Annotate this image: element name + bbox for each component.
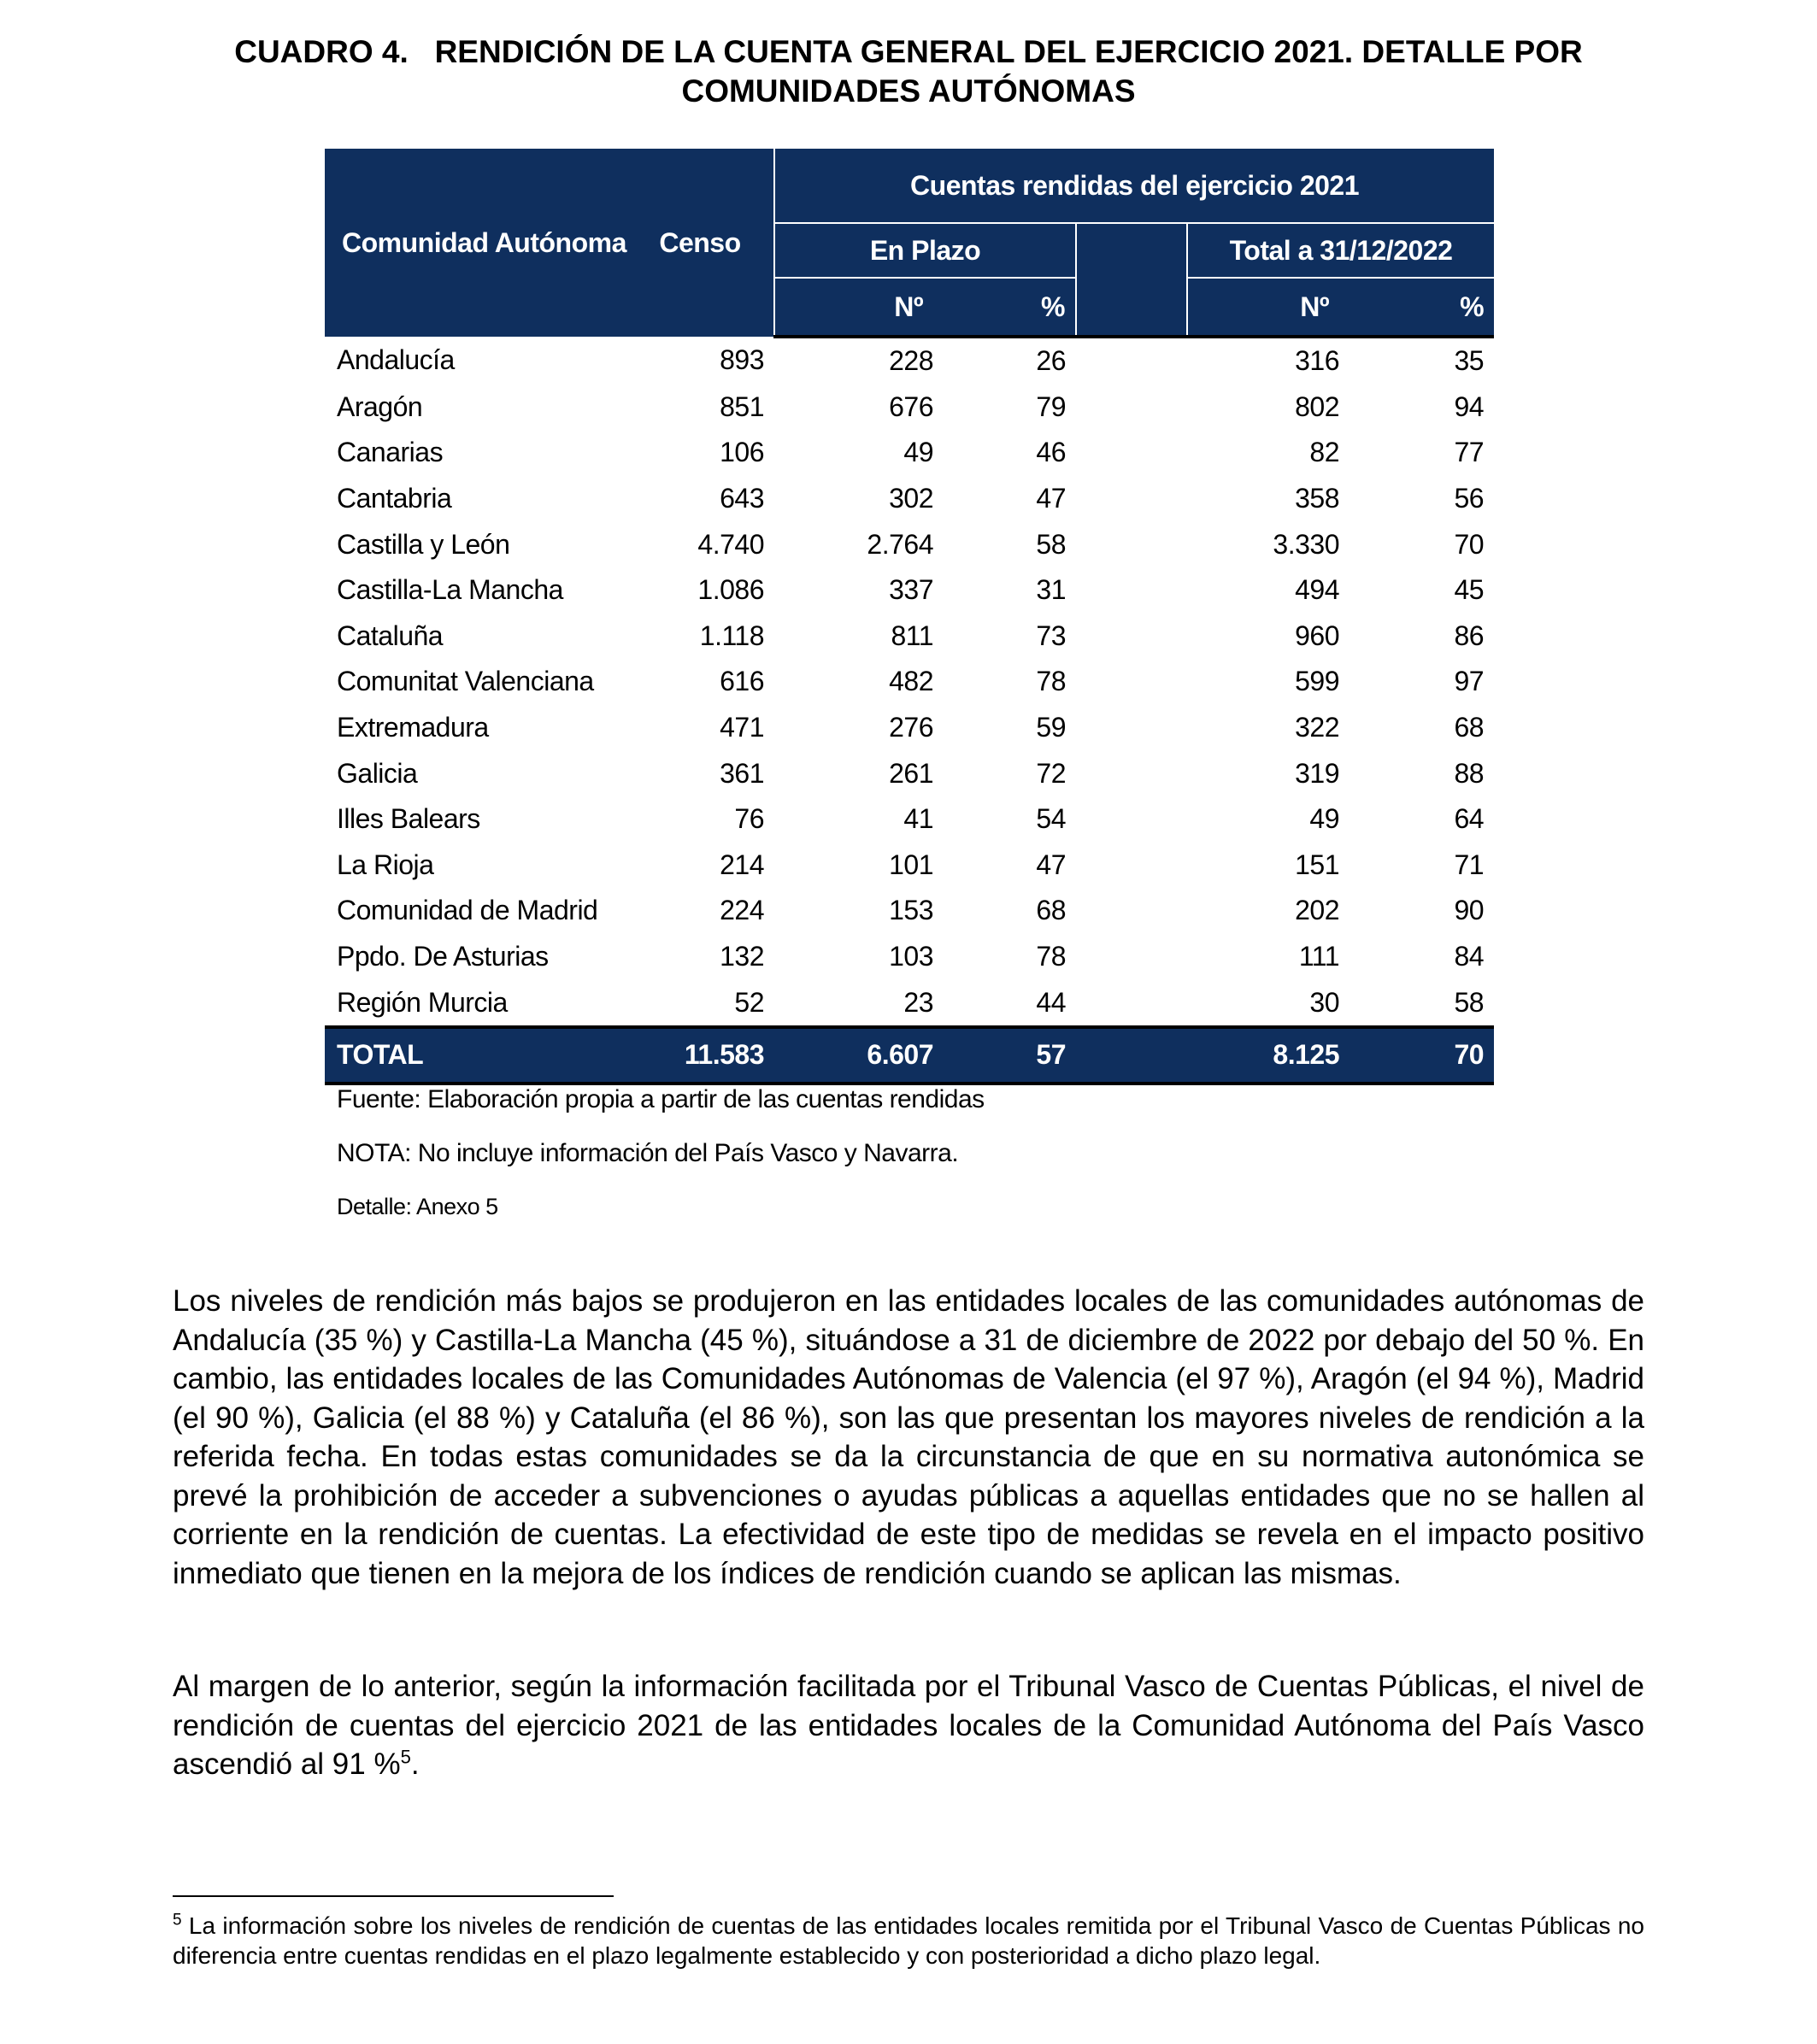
cell-comunidad: Ppdo. De Asturias xyxy=(337,941,549,972)
cell-plazo-pct: 58 xyxy=(1036,528,1066,560)
cell-plazo-pct: 78 xyxy=(1036,941,1066,972)
cell-gap xyxy=(1076,750,1187,796)
table-row xyxy=(325,979,1494,1027)
cell-total-num: 322 xyxy=(1295,712,1339,743)
table-row xyxy=(325,796,1494,843)
header-cuentas-rendidas: Cuentas rendidas del ejercicio 2021 xyxy=(774,149,1494,223)
cell-comunidad: Comunidad de Madrid xyxy=(337,895,598,926)
cell-plazo-num: 228 xyxy=(889,345,933,377)
cell-gap xyxy=(1076,385,1187,431)
cell-gap xyxy=(1076,934,1187,980)
table-row xyxy=(325,385,1494,431)
cell-plazo-num: 41 xyxy=(903,803,933,835)
cell-censo: 893 xyxy=(720,344,764,376)
cell-censo: 106 xyxy=(720,437,764,468)
paragraph-2 xyxy=(173,1667,1644,1784)
cell-gap xyxy=(1076,430,1187,476)
cell-comunidad: Canarias xyxy=(337,437,444,468)
note-nota: NOTA: No incluye información del País Vasco y Navarra. xyxy=(337,1139,959,1167)
cell-total-pct: 90 xyxy=(1454,895,1485,926)
cell-comunidad: Castilla y León xyxy=(337,528,510,560)
cell-censo: 224 xyxy=(720,895,764,926)
table-row xyxy=(325,337,1494,385)
cell-plazo-num: 337 xyxy=(889,574,933,606)
header-total-num: Nº xyxy=(1187,278,1350,337)
cell-censo: 471 xyxy=(720,712,764,743)
cell-total-num: 599 xyxy=(1295,666,1339,697)
table-title xyxy=(171,32,1646,111)
cell-plazo-pct: 78 xyxy=(1036,666,1066,697)
cell-total-num: 494 xyxy=(1295,574,1339,606)
cell-comunidad: Illes Balears xyxy=(337,803,480,835)
cell-total-pct: 84 xyxy=(1454,941,1485,972)
cell-censo: 214 xyxy=(720,849,764,880)
cell-plazo-num: 153 xyxy=(889,895,933,926)
table-total xyxy=(325,1027,1494,1084)
table-header xyxy=(325,149,1494,337)
cell-total-pct: 56 xyxy=(1454,483,1485,514)
note-detalle: Detalle: Anexo 5 xyxy=(337,1194,498,1219)
cell-total-pct: 45 xyxy=(1454,574,1485,606)
total-censo: 11.583 xyxy=(626,1027,774,1084)
cell-censo: 643 xyxy=(720,483,764,514)
cell-censo: 1.118 xyxy=(699,620,764,651)
cell-total-pct: 88 xyxy=(1454,757,1485,789)
cell-plazo-num: 482 xyxy=(889,666,933,697)
total-total-num: 8.125 xyxy=(1187,1027,1350,1084)
cell-total-pct: 71 xyxy=(1454,849,1485,880)
table-row xyxy=(325,888,1494,934)
cell-censo: 76 xyxy=(734,803,764,835)
cell-total-pct: 64 xyxy=(1454,803,1485,835)
cell-gap xyxy=(1076,843,1187,889)
cell-comunidad: La Rioja xyxy=(337,849,434,880)
cell-gap xyxy=(1076,705,1187,751)
cell-plazo-num: 302 xyxy=(889,483,933,514)
footnote xyxy=(173,1911,1644,1971)
cell-total-num: 151 xyxy=(1295,849,1339,880)
cell-total-num: 802 xyxy=(1295,391,1339,422)
cell-total-pct: 97 xyxy=(1454,666,1485,697)
cell-plazo-num: 2.764 xyxy=(867,528,933,560)
paragraph-2-end: . xyxy=(410,1747,420,1781)
cell-censo: 132 xyxy=(720,941,764,972)
table-row xyxy=(325,430,1494,476)
cell-total-pct: 94 xyxy=(1454,391,1485,422)
header-total-pct: % xyxy=(1350,278,1494,337)
cell-total-num: 82 xyxy=(1309,437,1339,468)
cell-plazo-pct: 72 xyxy=(1036,757,1066,789)
cell-plazo-pct: 54 xyxy=(1036,803,1066,835)
cell-censo: 361 xyxy=(720,757,764,789)
header-plazo-pct: % xyxy=(944,278,1076,337)
header-comunidad: Comunidad Autónoma xyxy=(325,149,626,337)
cell-total-pct: 77 xyxy=(1454,437,1485,468)
cell-total-num: 202 xyxy=(1295,895,1339,926)
cell-comunidad: Andalucía xyxy=(337,344,455,376)
footnote-number: 5 xyxy=(173,1911,182,1929)
cell-plazo-num: 49 xyxy=(903,437,933,468)
table-row xyxy=(325,934,1494,980)
cell-plazo-pct: 79 xyxy=(1036,391,1066,422)
footnote-ref[interactable]: 5 xyxy=(400,1746,411,1768)
table-row xyxy=(325,750,1494,796)
cell-total-pct: 70 xyxy=(1454,528,1485,560)
cell-total-pct: 68 xyxy=(1454,712,1485,743)
cell-plazo-pct: 31 xyxy=(1036,574,1066,606)
cell-comunidad: Aragón xyxy=(337,391,423,422)
cell-comunidad: Extremadura xyxy=(337,712,489,743)
cell-gap xyxy=(1076,337,1187,385)
cell-gap xyxy=(1076,614,1187,660)
cell-gap xyxy=(1076,521,1187,567)
data-table-wrapper xyxy=(325,149,1494,1085)
cell-comunidad: Región Murcia xyxy=(337,986,508,1018)
header-total-fecha: Total a 31/12/2022 xyxy=(1187,223,1494,278)
table-row xyxy=(325,476,1494,522)
cell-gap xyxy=(1076,888,1187,934)
cell-plazo-pct: 73 xyxy=(1036,620,1066,651)
header-plazo-num: Nº xyxy=(774,278,944,337)
cell-plazo-pct: 26 xyxy=(1036,345,1066,377)
cell-gap xyxy=(1076,659,1187,705)
total-label: TOTAL xyxy=(325,1027,626,1084)
cell-plazo-num: 101 xyxy=(889,849,933,880)
header-en-plazo: En Plazo xyxy=(774,223,1076,278)
cell-total-pct: 58 xyxy=(1454,986,1485,1018)
cell-censo: 1.086 xyxy=(697,574,764,606)
footnote-text: La información sobre los niveles de rendición de cuentas de las entidades locales remitida por el Tribunal Vasco de Cuentas Públicas no diferencia entre cuentas rendidas en el plazo legalmente establecido y con posterioridad a dicho plazo legal. xyxy=(173,1912,1644,1969)
total-gap xyxy=(1076,1027,1187,1084)
table-row xyxy=(325,705,1494,751)
total-total-pct: 70 xyxy=(1350,1027,1494,1084)
cell-plazo-pct: 44 xyxy=(1036,986,1066,1018)
cell-total-num: 358 xyxy=(1295,483,1339,514)
cell-plazo-pct: 46 xyxy=(1036,437,1066,468)
cell-plazo-pct: 59 xyxy=(1036,712,1066,743)
cell-censo: 52 xyxy=(734,986,764,1018)
cell-plazo-num: 261 xyxy=(889,757,933,789)
cell-comunidad: Cataluña xyxy=(337,620,444,651)
cell-plazo-num: 811 xyxy=(891,620,933,651)
total-row xyxy=(325,1027,1494,1084)
cell-total-num: 3.330 xyxy=(1273,528,1339,560)
table-row xyxy=(325,521,1494,567)
cell-total-pct: 35 xyxy=(1454,345,1485,377)
cell-plazo-pct: 68 xyxy=(1036,895,1066,926)
cell-total-num: 316 xyxy=(1295,345,1339,377)
table-title-line-1: CUADRO 4. RENDICIÓN DE LA CUENTA GENERAL DEL EJERCICIO 2021. DETALLE POR xyxy=(234,34,1583,69)
cell-total-num: 960 xyxy=(1295,620,1339,651)
cell-comunidad: Galicia xyxy=(337,757,418,789)
cell-gap xyxy=(1076,796,1187,843)
total-plazo-num: 6.607 xyxy=(774,1027,944,1084)
cell-plazo-num: 676 xyxy=(889,391,933,422)
cell-total-num: 49 xyxy=(1309,803,1339,835)
note-fuente: Fuente: Elaboración propia a partir de las cuentas rendidas xyxy=(337,1085,985,1113)
table-row xyxy=(325,843,1494,889)
paragraph-2-text: Al margen de lo anterior, según la información facilitada por el Tribunal Vasco de Cuentas Públicas, el nivel de rendición de cuentas del ejercicio 2021 de las entidades locales de la Comunidad Autónoma del País Vasco ascendió al 91 % xyxy=(173,1670,1644,1781)
cell-comunidad: Cantabria xyxy=(337,483,452,514)
table-title-line-2: COMUNIDADES AUTÓNOMAS xyxy=(681,73,1136,109)
data-table xyxy=(325,149,1494,1085)
header-gap xyxy=(1076,223,1187,278)
table-body xyxy=(325,337,1494,1027)
header-gap-bottom xyxy=(1076,278,1187,337)
cell-total-num: 30 xyxy=(1309,986,1339,1018)
cell-total-pct: 86 xyxy=(1454,620,1485,651)
cell-comunidad: Castilla-La Mancha xyxy=(337,574,563,606)
total-plazo-pct: 57 xyxy=(944,1027,1076,1084)
cell-gap xyxy=(1076,567,1187,614)
header-censo: Censo xyxy=(626,149,774,337)
cell-plazo-num: 23 xyxy=(903,986,933,1018)
cell-censo: 4.740 xyxy=(697,528,764,560)
cell-plazo-pct: 47 xyxy=(1036,483,1066,514)
cell-censo: 616 xyxy=(720,666,764,697)
paragraph-1: Los niveles de rendición más bajos se produjeron en las entidades locales de las comunidades autónomas de Andalucía (35 %) y Castilla-La Mancha (45 %), situándose a 31 de diciembre de 2022 por debajo del 50 %. En cambio, las entidades locales de las Comunidades Autónomas de Valencia (el 97 %), Aragón (el 94 %), Madrid (el 90 %), Galicia (el 88 %) y Cataluña (el 86 %), son las que presentan los mayores niveles de rendición a la referida fecha. En todas estas comunidades se da la circunstancia de que en su normativa autonómica se prevé la prohibición de acceder a subvenciones o ayudas públicas a aquellas entidades que no se hallen al corriente en la rendición de cuentas. La efectividad de este tipo de medidas se revela en el impacto positivo inmediato que tienen en la mejora de los índices de rendición cuando se aplican las mismas. xyxy=(173,1284,1644,1590)
cell-censo: 851 xyxy=(720,391,764,422)
table-row xyxy=(325,567,1494,614)
table-row xyxy=(325,614,1494,660)
cell-plazo-num: 276 xyxy=(889,712,933,743)
cell-total-num: 319 xyxy=(1295,757,1339,789)
cell-plazo-num: 103 xyxy=(889,941,933,972)
footnote-separator xyxy=(173,1895,614,1897)
cell-comunidad: Comunitat Valenciana xyxy=(337,666,594,697)
cell-gap xyxy=(1076,476,1187,522)
cell-gap xyxy=(1076,979,1187,1027)
table-row xyxy=(325,659,1494,705)
cell-total-num: 111 xyxy=(1298,941,1339,972)
cell-plazo-pct: 47 xyxy=(1036,849,1066,880)
